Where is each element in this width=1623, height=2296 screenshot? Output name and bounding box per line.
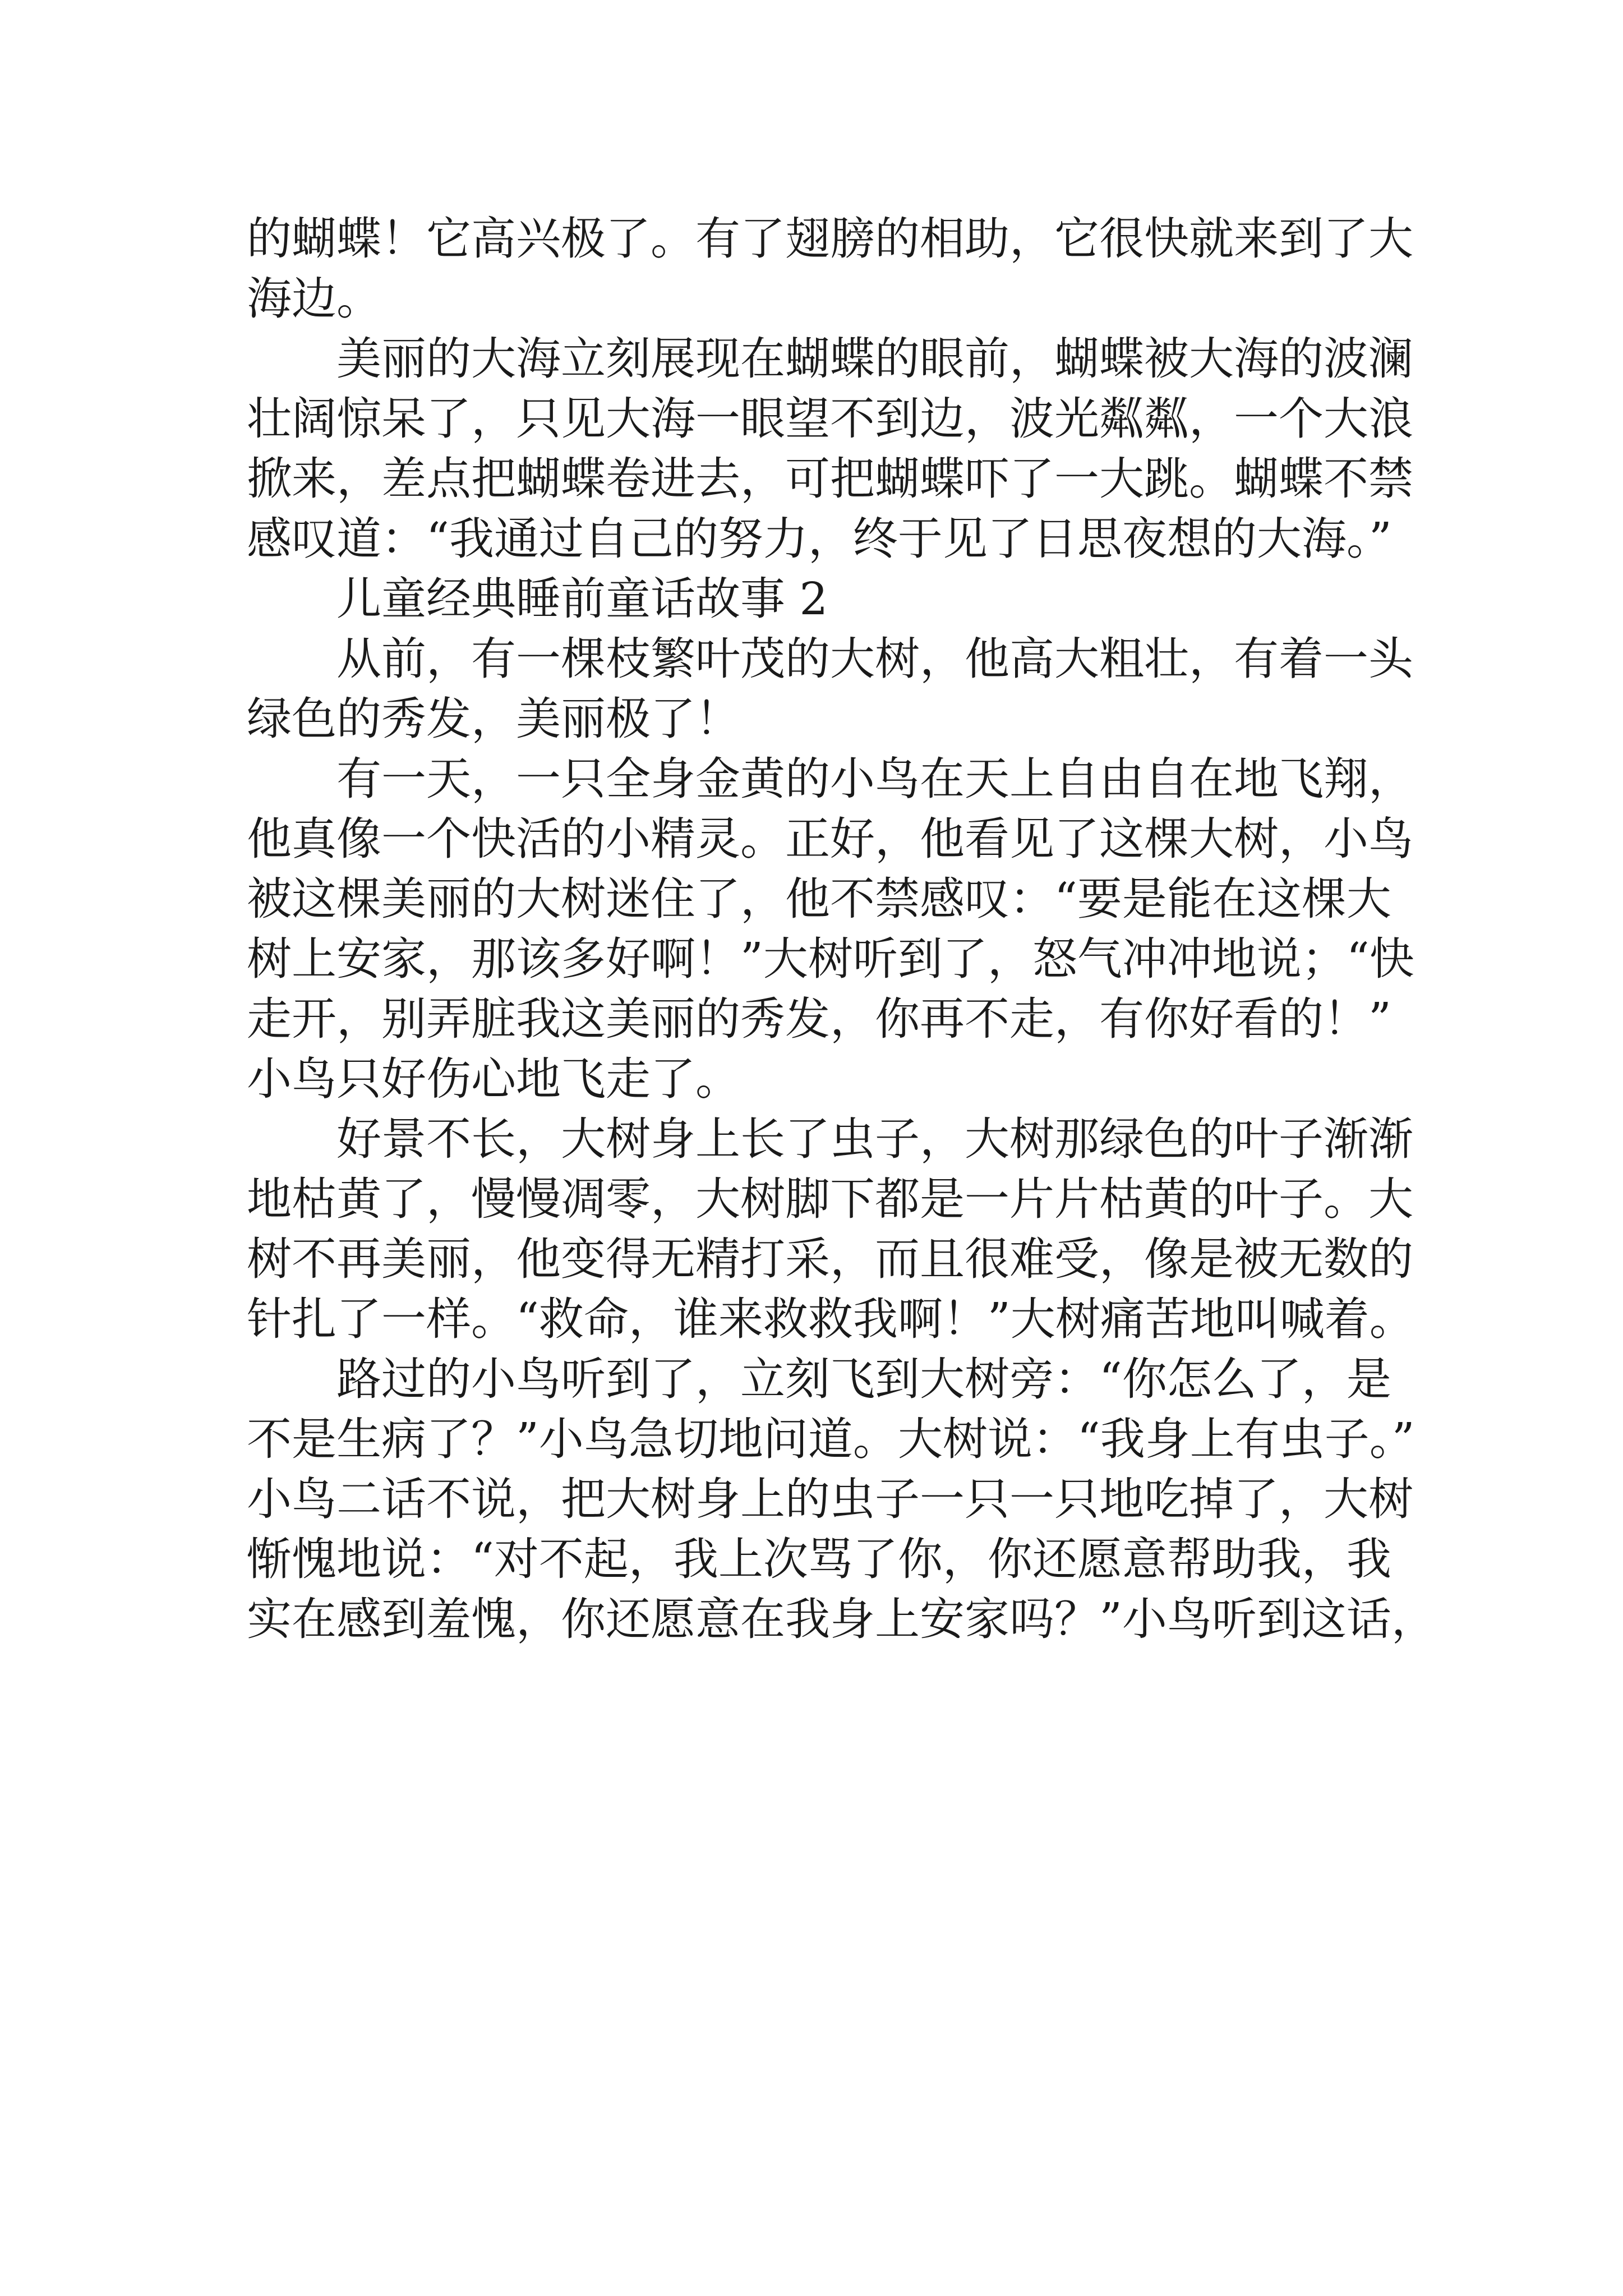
text-line: 树不再美丽，他变得无精打采，而且很难受，像是被无数的 xyxy=(247,1233,1413,1285)
text-line: 树上安家，那该多好啊！”大树听到了，怒气冲冲地说；“快 xyxy=(247,933,1414,985)
text-line: 好景不长，大树身上长了虫子，大树那绿色的叶子渐渐 xyxy=(336,1113,1413,1165)
text-line: 惭愧地说：“对不起，我上次骂了你，你还愿意帮助我，我 xyxy=(247,1533,1391,1585)
text-line: 壮阔惊呆了，只见大海一眼望不到边，波光粼粼，一个大浪 xyxy=(247,393,1413,445)
text-line: 不是生病了？”小鸟急切地问道。大树说：“我身上有虫子。” xyxy=(247,1413,1415,1465)
text-line: 地枯黄了，慢慢凋零，大树脚下都是一片片枯黄的叶子。大 xyxy=(247,1173,1413,1225)
text-line: 绿色的秀发，美丽极了！ xyxy=(247,693,740,745)
text-line: 他真像一个快活的小精灵。正好，他看见了这棵大树，小鸟 xyxy=(247,813,1413,865)
text-line: 有一天，一只全身金黄的小鸟在天上自由自在地飞翔， xyxy=(336,753,1413,805)
text-line: 海边。 xyxy=(247,273,381,325)
text-line: 的蝴蝶！它高兴极了。有了翅膀的相助，它很快就来到了大 xyxy=(247,213,1413,265)
document-body xyxy=(247,209,1436,1649)
text-line: 小鸟只好伤心地飞走了。 xyxy=(247,1053,740,1105)
section-title: 儿童经典睡前童话故事 2 xyxy=(336,573,828,625)
text-line: 被这棵美丽的大树迷住了，他不禁感叹：“要是能在这棵大 xyxy=(247,873,1391,925)
paragraph-tree-intro xyxy=(247,629,1413,749)
paragraph-bird-helps xyxy=(247,1349,1436,1649)
text-line: 小鸟二话不说，把大树身上的虫子一只一只地吃掉了，大树 xyxy=(247,1473,1413,1525)
text-line: 走开，别弄脏我这美丽的秀发，你再不走，有你好看的！” xyxy=(247,993,1391,1045)
story-heading xyxy=(247,569,1380,629)
text-line: 针扎了一样。“救命，谁来救救我啊！”大树痛苦地叫喊着。 xyxy=(247,1293,1414,1345)
text-line: 感叹道：“我通过自己的努力，终于见了日思夜想的大海。” xyxy=(247,513,1392,565)
text-line: 从前，有一棵枝繁叶茂的大树，他高大粗壮，有着一头 xyxy=(336,633,1413,685)
text-line: 实在感到羞愧，你还愿意在我身上安家吗？”小鸟听到这话， xyxy=(247,1593,1436,1645)
paragraph-sea xyxy=(247,329,1413,569)
paragraph-bird-visit xyxy=(247,749,1414,1109)
text-line: 美丽的大海立刻展现在蝴蝶的眼前，蝴蝶被大海的波澜 xyxy=(336,333,1413,385)
text-line: 路过的小鸟听到了，立刻飞到大树旁：“你怎么了，是 xyxy=(336,1353,1391,1405)
paragraph-tree-sick xyxy=(247,1109,1414,1349)
paragraph-butterfly-ending xyxy=(247,209,1413,329)
text-line: 掀来，差点把蝴蝶卷进去，可把蝴蝶吓了一大跳。蝴蝶不禁 xyxy=(247,453,1413,505)
